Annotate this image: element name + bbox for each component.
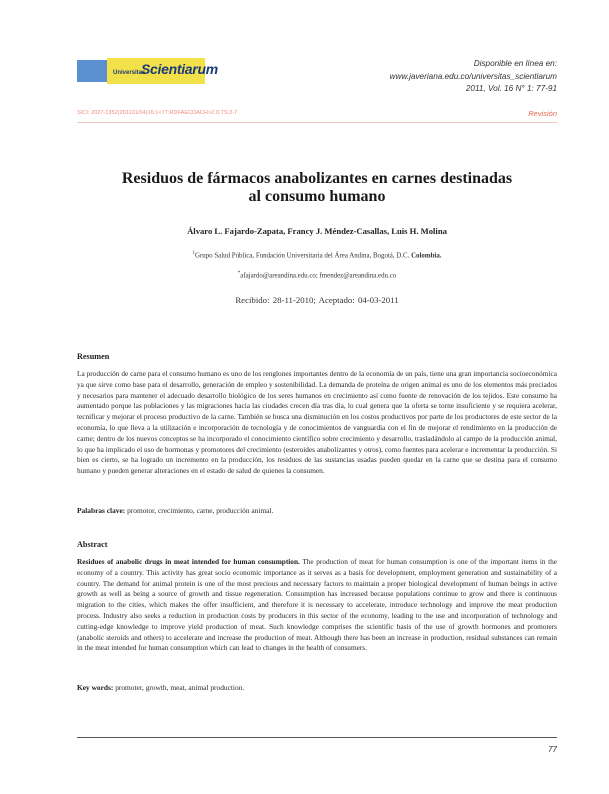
header-divider [77,122,557,123]
article-title [77,170,557,206]
resumen-keywords-list: promotor, crecimiento, carne, producción animal. [127,506,274,515]
journal-availability [390,58,557,96]
abstract-keywords-list: promoter, growth, meat, animal production. [115,683,245,692]
resumen-keywords [77,506,557,515]
available-online-label: Disponible en línea en: [473,59,557,68]
volume-info: 2011, Vol. 16 N° 1: 77-91 [465,84,557,93]
journal-logo [77,58,218,84]
resumen-body: La producción de carne para el consumo humano es uno de los renglones importantes dentro de la economía de un país, tiene una gran importancia socioeconómica ya que sirve como base para el desarrollo, generación de empleo y sostenibilidad. La demanda de proteína de origen animal es uno de los elementos más preciados y necesarios para mantener el adecuado desarrollo biológico de los seres humanos en crecimiento así como fuente de renovación de los tejidos. Este consumo ha aumentado porque las poblaciones y las migraciones hacia las ciudades crecen día tras día, lo cual genera que la oferta se torne insuficiente y se requiera acelerar, tecnificar y mejorar el proceso productivo de la carne. También se busca una disminución en los costos productivos por parte de los productores de este sector de la economía, lo que lleva a la utilización e incorporación de tecnología y de conocimientos de vanguardia con el fin de mejorar el rendimiento en la producción de carne; dentro de los nuevos conceptos se ha incorporado el conocimiento científico sobre crecimiento y desarrollo, trasladándolo al campo de la producción animal, lo que ha implicado el uso de hormonas y promotores del crecimiento (esteroides anabolizantes y otros), como fuentes para acelerar e incrementar la producción. Si bien es cierto, se ha logrado un incremento en la producción, los residuos de las sustancias usadas pueden quedar en la carne que se destina para el consumo humano y pueden generar alteraciones en el estado de salud de quienes la consumen. [77,369,557,476]
page-number: 77 [548,745,557,754]
abstract-keywords-label: Key words: [77,683,114,692]
logo-small-text: Universitas [113,70,146,76]
logo-big-text: Scientiarum [141,61,218,77]
abstract-body-text: The production of meat for human consumption is one of the important items in the economy of a country. This activity has great socio economic importance as it serves as a basis for development, employment generation and sustainability of a country. The demand for animal protein is one of the most precious and necessary factors to maintain a proper biological development of human beings in active growth as well as being a source of growth and tissue regeneration. Consumption has increased because populations continue to grow and there is continuous migration to the cities, which makes the offer insufficient, and therefore it is necessary to accelerate, introduce technology and improve the meat production process. Industry also seeks a reduction in production costs by producers in this sector of the economy, leading to the use and incorporation of technology and cutting-edge knowledge to improve yield production of meat. Such knowledge comprises the scientific basis of the use of growth hormones and promoters (anabolic steroids and others) to accelerate and increase the production of meat. Although there has been an increase in production, residual substances can remain in the meat intended for human consumption which can lead to changes in the health of consumers. [77,557,557,653]
author-emails [77,271,557,279]
authors: Álvaro L. Fajardo-Zapata, Francy J. Méndez-Casallas, Luis H. Molina [187,226,447,236]
sici-code: SICI: 2027-1352(201101/04)16:1<77:RDFAECDACH>2.0.TS;2-7 [77,110,238,116]
abstract-keywords [77,683,557,692]
meta-line [77,110,557,120]
resumen-keywords-label: Palabras clave: [77,506,126,515]
section-type: Revisión [528,109,557,118]
affiliation-marker: 1 [192,251,195,256]
journal-url[interactable]: www.javeriana.edu.co/universitas_scientiarum [389,71,557,81]
title-line-2: al consumo humano [248,188,386,205]
affiliation-text: Grupo Salud Pública, Fundación Universitaria del Área Andina, Bogotá, D.C. [194,252,410,260]
email-marker: * [237,271,241,276]
email-list[interactable]: afajardo@areandina.edu.co; fmendez@areandina.edu.co [240,272,397,280]
resumen-heading: Resumen [77,352,110,361]
footer-divider [77,737,557,738]
affiliation [77,251,557,259]
abstract-lead-title: Residues of anabolic drugs in meat intended for human consumption. [77,557,300,566]
article-dates: Recibido: 28-11-2010; Aceptado: 04-03-2011 [235,295,399,305]
abstract-heading: Abstract [77,540,108,549]
title-line-1: Residuos de fármacos anabolizantes en carnes destinadas [121,170,513,187]
affiliation-country: Colombia. [411,252,442,260]
abstract-body [77,557,557,654]
